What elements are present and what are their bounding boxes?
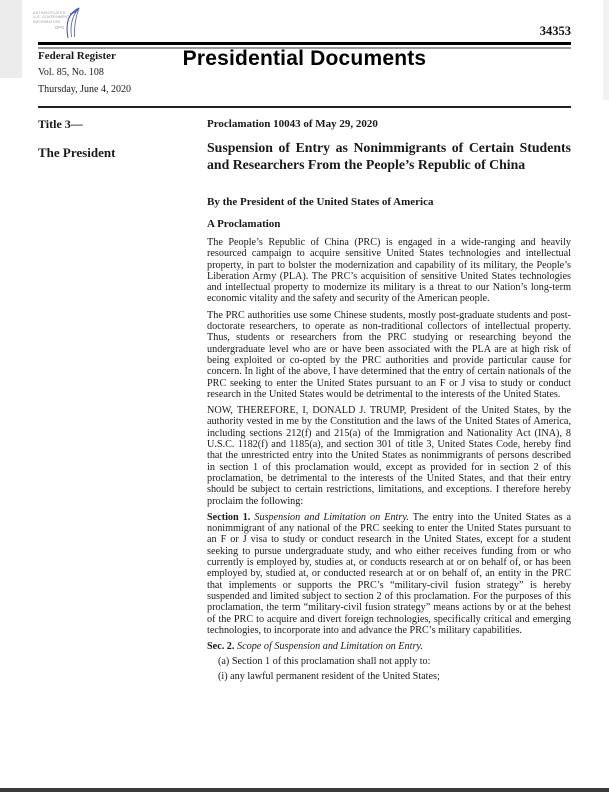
section-title: Presidential Documents	[182, 47, 427, 70]
page-edge-shadow-left	[0, 0, 22, 78]
paragraph-2: The PRC authorities use some Chinese students, mostly post-graduate students and post-doctorate researchers, to operate as non-traditional collectors of intellectual property. Thus, students or researchers from the PRC studying or researching beyond the undergraduate level who are or have been associated with the PLA are at high risk of being exploited or co-opted by the PRC authorities and provide particular cause for concern. In light of the above, I have determined that the entry of certain nationals of the PRC seeking to enter the United States pursuant to an F or J visa to study or conduct research in the United States would be detrimental to the interests of the United States.	[207, 309, 571, 400]
issue-date: Thursday, June 4, 2020	[38, 84, 131, 95]
section-1-text: The entry into the United States as a nonimmigrant of any national of the PRC seeking to enter the United States pursuant to an F or J visa to study or conduct research in the United States, except for a student seeking to pursue undergraduate study, and who either receives funding from or who currently is employed by, studies at, or conducts research at or on behalf of, or has been employed by, studied at, or conducted research at or on behalf of, an entity in the PRC that implements or supports the PRC’s “military-civil fusion strategy” is hereby suspended and limited subject to section 2 of this proclamation. For the purposes of this proclamation, the term “military-civil fusion strategy” means actions by or at the behest of the PRC to acquire and divert foreign technologies, specifically critical and emerging technologies, to incorporate into and advance the PRC’s military capabilities.	[207, 511, 572, 636]
section-1-paragraph	[207, 512, 571, 636]
section-2-title: Scope of Suspension and Limitation on Entry.	[237, 641, 423, 653]
section-2-heading	[207, 641, 571, 652]
a-proclamation-heading: A Proclamation	[207, 218, 281, 230]
gpo-seal-gpo-label: GPO	[55, 25, 65, 30]
page-edge-shadow-right	[603, 0, 609, 100]
page-number: 34353	[539, 24, 571, 38]
gpo-seal-line: AUTHENTICATED	[33, 11, 66, 15]
the-president-label: The President	[38, 145, 116, 160]
publication-name: Federal Register	[38, 50, 116, 62]
title-3-label: Title 3—	[38, 117, 83, 131]
section-1-title: Suspension and Limitation on Entry.	[254, 511, 409, 523]
document-body	[207, 112, 571, 682]
clause-a: (a) Section 1 of this proclamation shall not apply to:	[218, 655, 431, 667]
gpo-eagle-swoosh-icon	[59, 7, 81, 44]
clause-i: (i) any lawful permanent resident of the United States;	[218, 670, 440, 682]
byline: By the President of the United States of America	[207, 196, 434, 208]
section-2-label: Sec. 2.	[207, 641, 235, 653]
gpo-seal-line: U.S. GOVERNMENT	[33, 15, 70, 20]
paragraph-3: NOW, THEREFORE, I, DONALD J. TRUMP, President of the United States, by the authority vested in me by the Constitution and the laws of the United States of America, including sections 212(f) and 215(a) of the Immigration and Nationality Act (INA), 8 U.S.C. 1182(f) and 1185(a), and section 301 of title 3, United States Code, hereby find that the unrestricted entry into the United States as nonimmigrants of persons described in section 1 of this proclamation would, except as provided for in section 2 of this proclamation, be detrimental to the interests of the United States, and that their entry should be subject to certain restrictions, limitations, and exceptions. I therefore hereby proclaim the following:	[207, 405, 571, 507]
gpo-seal-line: INFORMATION	[33, 19, 61, 24]
volume-issue: Vol. 85, No. 108	[38, 67, 104, 78]
viewer-bottom-bar	[0, 788, 609, 792]
proclamation-title: Suspension of Entry as Nonimmigrants of Certain Students and Researchers From the People’s Republic of China	[207, 140, 571, 172]
paragraph-1: The People’s Republic of China (PRC) is engaged in a wide-ranging and heavily resourced campaign to acquire sensitive United States technologies and intellectual property, in part to bolster the modernization and capability of its military, the People’s Liberation Army (PLA). The PRC’s acquisition of sensitive United States technologies and intellectual property to modernize its military is a threat to our Nation’s long-term economic vitality and the safety and security of the American people.	[207, 237, 571, 305]
masthead-bottom-rule	[38, 106, 571, 108]
section-1-label: Section 1.	[207, 511, 251, 523]
margin-column	[38, 113, 188, 161]
gpo-authenticated-seal	[33, 7, 81, 41]
proclamation-number-line: Proclamation 10043 of May 29, 2020	[207, 118, 378, 130]
